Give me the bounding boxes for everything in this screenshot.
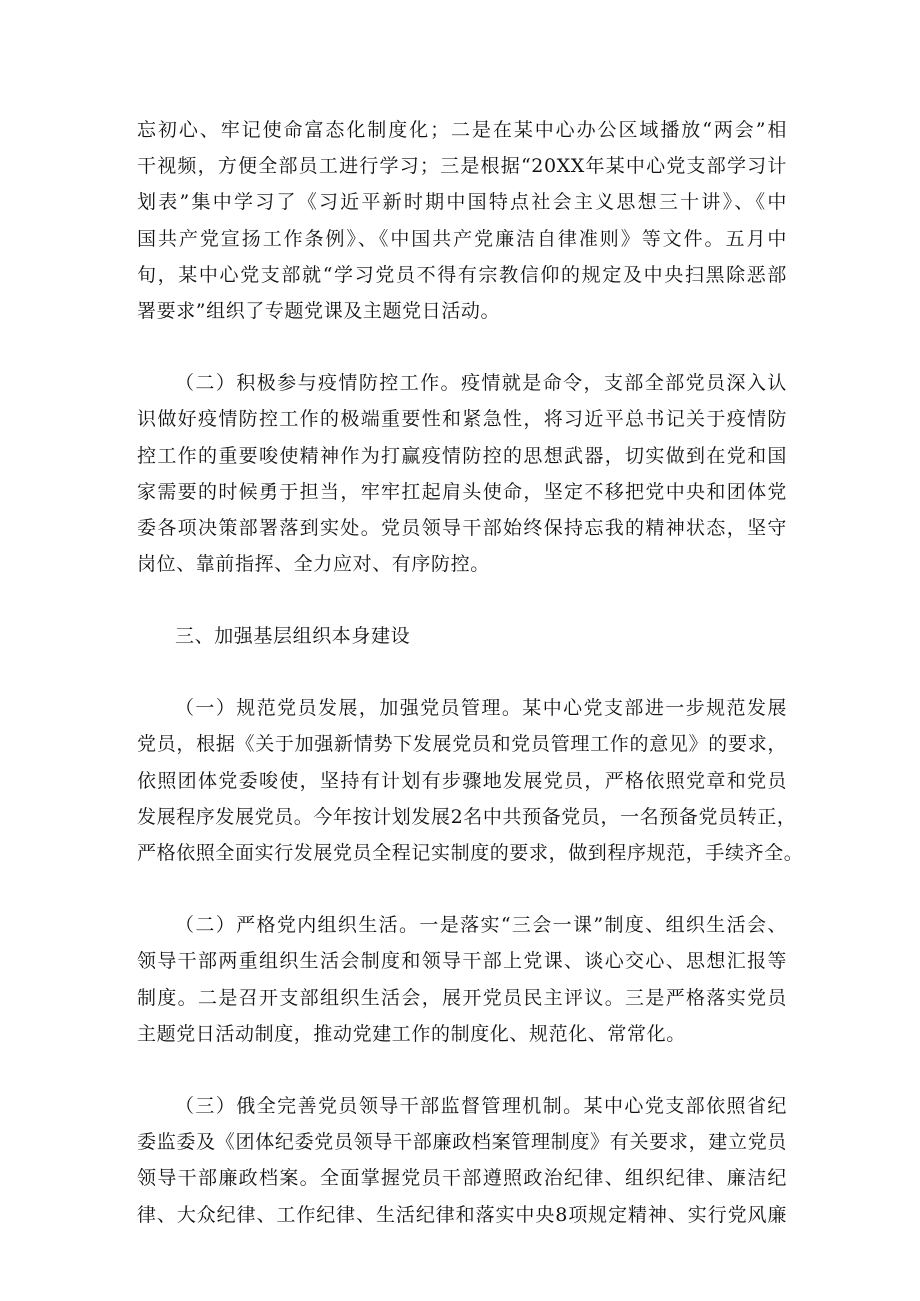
paragraph-gap bbox=[137, 654, 787, 690]
text-line: 国共产党宣扬工作条例》、《中国共产党廉洁自律准则》等文件。五月中 bbox=[137, 227, 787, 250]
paragraph-gap bbox=[137, 871, 787, 907]
text-line: 控工作的重要唆使精神作为打赢疫情防控的思想武器，切实做到在党和国 bbox=[137, 444, 787, 467]
text-line: 领导干部两重组织生活会制度和领导干部上党课、谈心交心、思想汇报等 bbox=[137, 950, 787, 973]
paragraph-3 bbox=[137, 690, 804, 871]
text-line: 严格依照全面实行发展党员全程记实制度的要求，做到程序规范，手续齐全。 bbox=[137, 842, 804, 864]
paragraph-gap bbox=[137, 1052, 787, 1088]
text-line: 律、大众纪律、工作纪律、生活纪律和落实中央8项规定精神、实行党风廉 bbox=[137, 1203, 787, 1226]
text-line: 识做好疫情防控工作的极端重要性和紧急性，将习近平总书记关于疫情防 bbox=[137, 408, 787, 431]
text-line: 忘初心、牢记使命富态化制度化；二是在某中心办公区域播放“两会”相 bbox=[137, 119, 787, 141]
text-line: 发展程序发展党员。今年按计划发展2名中共预备党员，一名预备党员转正， bbox=[137, 805, 797, 828]
text-line: 干视频，方便全部员工进行学习；三是根据“20XX年某中心党支部学习计 bbox=[137, 155, 787, 178]
text-line: 领导干部廉政档案。全面掌握党员干部遵照政治纪律、组织纪律、廉洁纪 bbox=[137, 1167, 787, 1190]
text-line: （二）严格党内组织生活。一是落实“三会一课”制度、组织生活会、 bbox=[175, 914, 787, 937]
text-line: 岗位、靠前指挥、全力应对、有序防控。 bbox=[137, 553, 490, 576]
text-line: （二）积极参与疫情防控工作。疫情就是命令，支部全部党员深入认 bbox=[175, 372, 787, 395]
text-line: 制度。二是召开支部组织生活会，展开党员民主评议。三是严格落实党员 bbox=[137, 986, 787, 1009]
paragraph-5 bbox=[137, 1088, 787, 1233]
text-line: 署要求”组织了专题党课及主题党日活动。 bbox=[137, 299, 501, 322]
text-line: 家需要的时候勇于担当，牢牢扛起肩头使命，坚定不移把党中央和团体党 bbox=[137, 480, 787, 503]
section-heading: 三、加强基层组织本身建设 bbox=[175, 625, 411, 648]
text-line: 依照团体党委唆使，坚持有计划有步骤地发展党员，严格依照党章和党员 bbox=[137, 769, 787, 792]
paragraph-2 bbox=[137, 365, 787, 582]
text-line: 党员，根据《关于加强新情势下发展党员和党员管理工作的意见》的要求， bbox=[137, 733, 787, 756]
text-line: （一）规范党员发展，加强党员管理。某中心党支部进一步规范发展 bbox=[175, 697, 787, 720]
document-body bbox=[137, 112, 804, 1233]
paragraph-gap bbox=[137, 582, 787, 618]
text-line: 旬，某中心党支部就“学习党员不得有宗教信仰的规定及中央扫黑除恶部 bbox=[137, 263, 787, 286]
paragraph-gap bbox=[137, 329, 787, 365]
paragraph-1 bbox=[137, 112, 787, 329]
text-line: （三）俄全完善党员领导干部监督管理机制。某中心党支部依照省纪 bbox=[175, 1094, 787, 1117]
text-line: 划表”集中学习了《习近平新时期中国特点社会主义思想三十讲》、《中 bbox=[137, 191, 787, 214]
text-line: 委监委及《团体纪委党员领导干部廉政档案管理制度》有关要求，建立党员 bbox=[137, 1131, 787, 1154]
paragraph-4 bbox=[137, 907, 787, 1052]
text-line: 主题党日活动制度，推动党建工作的制度化、规范化、常常化。 bbox=[137, 1022, 686, 1045]
text-line: 委各项决策部署落到实处。党员领导干部始终保持忘我的精神状态，坚守 bbox=[137, 516, 787, 539]
